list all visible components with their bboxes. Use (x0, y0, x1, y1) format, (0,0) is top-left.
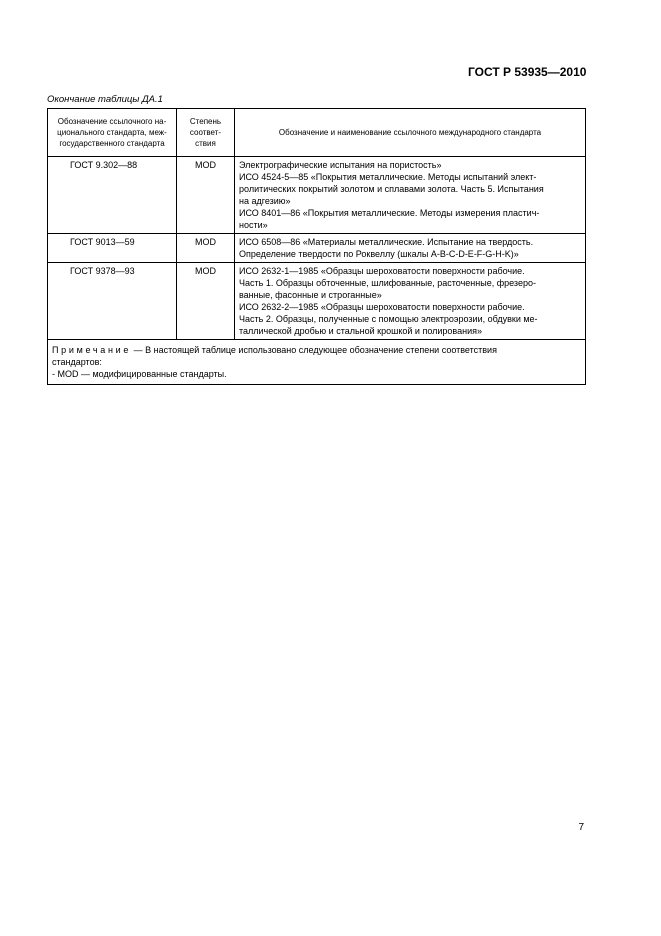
description-line: ванные, фасонные и строганные» (239, 290, 382, 300)
header-line: ционального стандарта, меж- (57, 128, 167, 137)
header-line: государственного стандарта (59, 139, 165, 148)
degree-cell: MOD (177, 263, 235, 340)
degree-cell: MOD (177, 234, 235, 263)
table-note-row (48, 340, 586, 385)
description-line: Определение твердости по Роквеллу (шкалы A-B-C-D-E-F-G-H-K)» (239, 249, 519, 259)
description-line: Электрографические испытания на пористость» (239, 160, 442, 170)
description-line: ИСО 2632-1—1985 «Образцы шероховатости поверхности рабочие. (239, 266, 525, 276)
table-caption: Окончание таблицы ДА.1 (47, 94, 163, 105)
note-line: стандартов: (52, 357, 102, 367)
header-line: соответ- (189, 128, 222, 137)
header-line: Степень (189, 117, 222, 126)
document-code: ГОСТ Р 53935—2010 (468, 65, 587, 79)
description-cell (235, 234, 586, 263)
header-line: ствия (195, 139, 216, 148)
table-row (48, 234, 586, 263)
description-line: ности» (239, 220, 268, 230)
description-cell (235, 263, 586, 340)
table-row (48, 157, 586, 234)
note-text: — В настоящей таблице использовано следующее обозначение степени соответствия (131, 345, 497, 355)
note-label: Примечание (52, 345, 132, 355)
description-line: ролитических покрытий золотом и сплавами золота. Часть 5. Испытания (239, 184, 544, 194)
description-line: таллической дробью и стальной крошкой и полирования» (239, 326, 482, 336)
table-header-row (48, 109, 586, 157)
description-line: ИСО 4524-5—85 «Покрытия металлические. Методы испытаний элект- (239, 172, 537, 182)
table-row (48, 263, 586, 340)
header-line: Обозначение ссылочного на- (57, 117, 167, 126)
note-line: - MOD — модифицированные стандарты. (52, 369, 227, 379)
reference-table (47, 108, 586, 385)
description-line: Часть 1. Образцы обточенные, шлифованные, расточенные, фрезеро- (239, 278, 536, 288)
description-line: Часть 2. Образцы, полученные с помощью электроэрозии, обдувки ме- (239, 314, 538, 324)
description-line: ИСО 8401—86 «Покрытия металлические. Методы измерения пластич- (239, 208, 540, 218)
description-line: ИСО 2632-2—1985 «Образцы шероховатости поверхности рабочие. (239, 302, 525, 312)
standard-cell: ГОСТ 9013—59 (48, 234, 177, 263)
table-note (48, 340, 586, 385)
page-number: 7 (578, 822, 584, 833)
note-line (52, 344, 581, 356)
header-degree (177, 109, 235, 157)
header-national-standard (48, 109, 177, 157)
standard-cell: ГОСТ 9378—93 (48, 263, 177, 340)
header-international-standard: Обозначение и наименование ссылочного международного стандарта (235, 109, 586, 157)
description-line: на адгезию» (239, 196, 291, 206)
degree-cell: MOD (177, 157, 235, 234)
standard-cell: ГОСТ 9.302—88 (48, 157, 177, 234)
description-cell (235, 157, 586, 234)
description-line: ИСО 6508—86 «Материалы металлические. Испытание на твердость. (239, 237, 534, 247)
